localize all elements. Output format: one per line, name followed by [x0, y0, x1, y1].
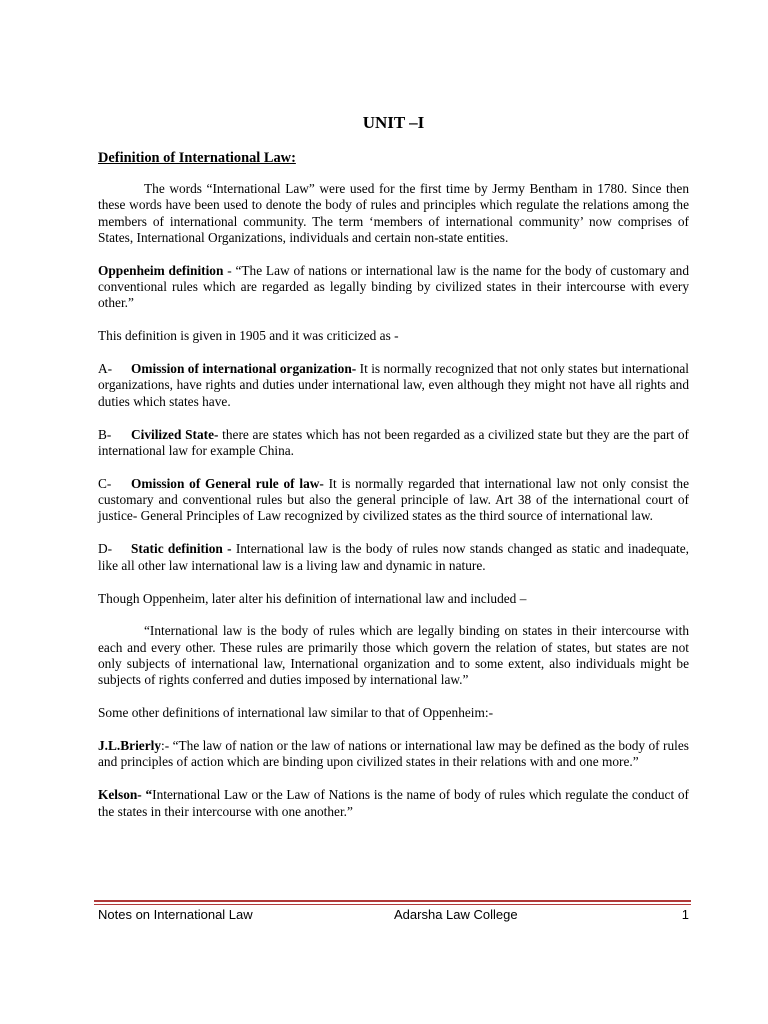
criticism-a	[98, 361, 689, 410]
footer-notes-title: Notes on International Law	[98, 907, 253, 922]
kelson-text: International Law or the Law of Nations is the name of body of rules which regulate the conduct of the states in their intercourse with one another.”	[98, 787, 690, 819]
definition-heading: Definition of International Law:	[98, 150, 296, 166]
criticism-letter: D-	[98, 541, 113, 557]
criticism-title: Omission of General rule of law-	[131, 475, 324, 491]
brierly-text: :- “The law of nation or the law of nations or international law may be defined as the body of rules and principles of action which are binding upon civilized states in their relations with and one more.”	[98, 738, 689, 770]
criticism-text: It is normally recognized that not only states but international organizations, have rights and duties under international law, even although they might not have all rights and duties which states have.	[98, 361, 689, 409]
criticism-letter: C-	[98, 475, 112, 491]
kelson-label: Kelson- “	[98, 787, 153, 803]
criticism-title: Static definition -	[131, 541, 232, 557]
revised-quote-paragraph: “International law is the body of rules which are legally binding on states in their intercourse with each and every other. These rules are primarily those which govern the relation of states, but states are not only subjects of international law, International organization and to some extent, also individuals might be subjects of rights conferred and duties imposed by international law.”	[98, 623, 689, 688]
criticism-d	[98, 541, 689, 574]
footer-divider	[94, 900, 691, 905]
criticism-title: Civilized State-	[131, 426, 219, 442]
oppenheim-label: Oppenheim definition	[98, 262, 224, 278]
criticism-c	[98, 476, 689, 525]
criticism-text: International law is the body of rules now stands changed as static and inadequate, like all other law international law is a living law and dynamic in nature.	[98, 541, 689, 573]
criticism-title: Omission of international organization-	[131, 361, 357, 377]
criticized-paragraph: This definition is given in 1905 and it was criticized as -	[98, 328, 399, 344]
footer-college-name: Adarsha Law College	[394, 907, 518, 922]
brierly-label: J.L.Brierly	[98, 738, 161, 754]
criticism-b	[98, 427, 689, 460]
brierly-paragraph	[98, 738, 689, 771]
criticism-letter: A-	[98, 361, 113, 377]
later-paragraph: Though Oppenheim, later alter his definition of international law and included –	[98, 590, 527, 606]
kelson-paragraph	[98, 787, 689, 820]
intro-paragraph: The words “International Law” were used for the first time by Jermy Bentham in 1780. Since then these words have been used to denote the body of rules and principles which regulate the relations among the members of international community. The term ‘members of international community’ now comprises of States, International Organizations, individuals and certain non-state entities.	[98, 181, 689, 245]
oppenheim-text: - “The Law of nations or international law is the name for the body of customary and conventional rules which are regarded as legally binding by civilized states in their intercourse with every other.”	[98, 262, 689, 311]
criticism-text: It is normally regarded that international law not only consist the customary and conventional rules but also the general principle of law. Art 38 of the international court of justice- General Principles of Law recognized by civilized states as the third source of international law.	[98, 475, 689, 524]
criticism-text: there are states which has not been regarded as a civilized state but they are the part of international law for example China.	[98, 426, 689, 458]
criticism-letter: B-	[98, 426, 112, 442]
footer-page-number: 1	[681, 907, 689, 922]
document-body	[98, 181, 689, 836]
page-footer	[98, 906, 689, 924]
other-definitions-paragraph: Some other definitions of international law similar to that of Oppenheim:-	[98, 705, 494, 721]
unit-title: UNIT –I	[362, 113, 425, 132]
oppenheim-paragraph	[98, 263, 689, 312]
